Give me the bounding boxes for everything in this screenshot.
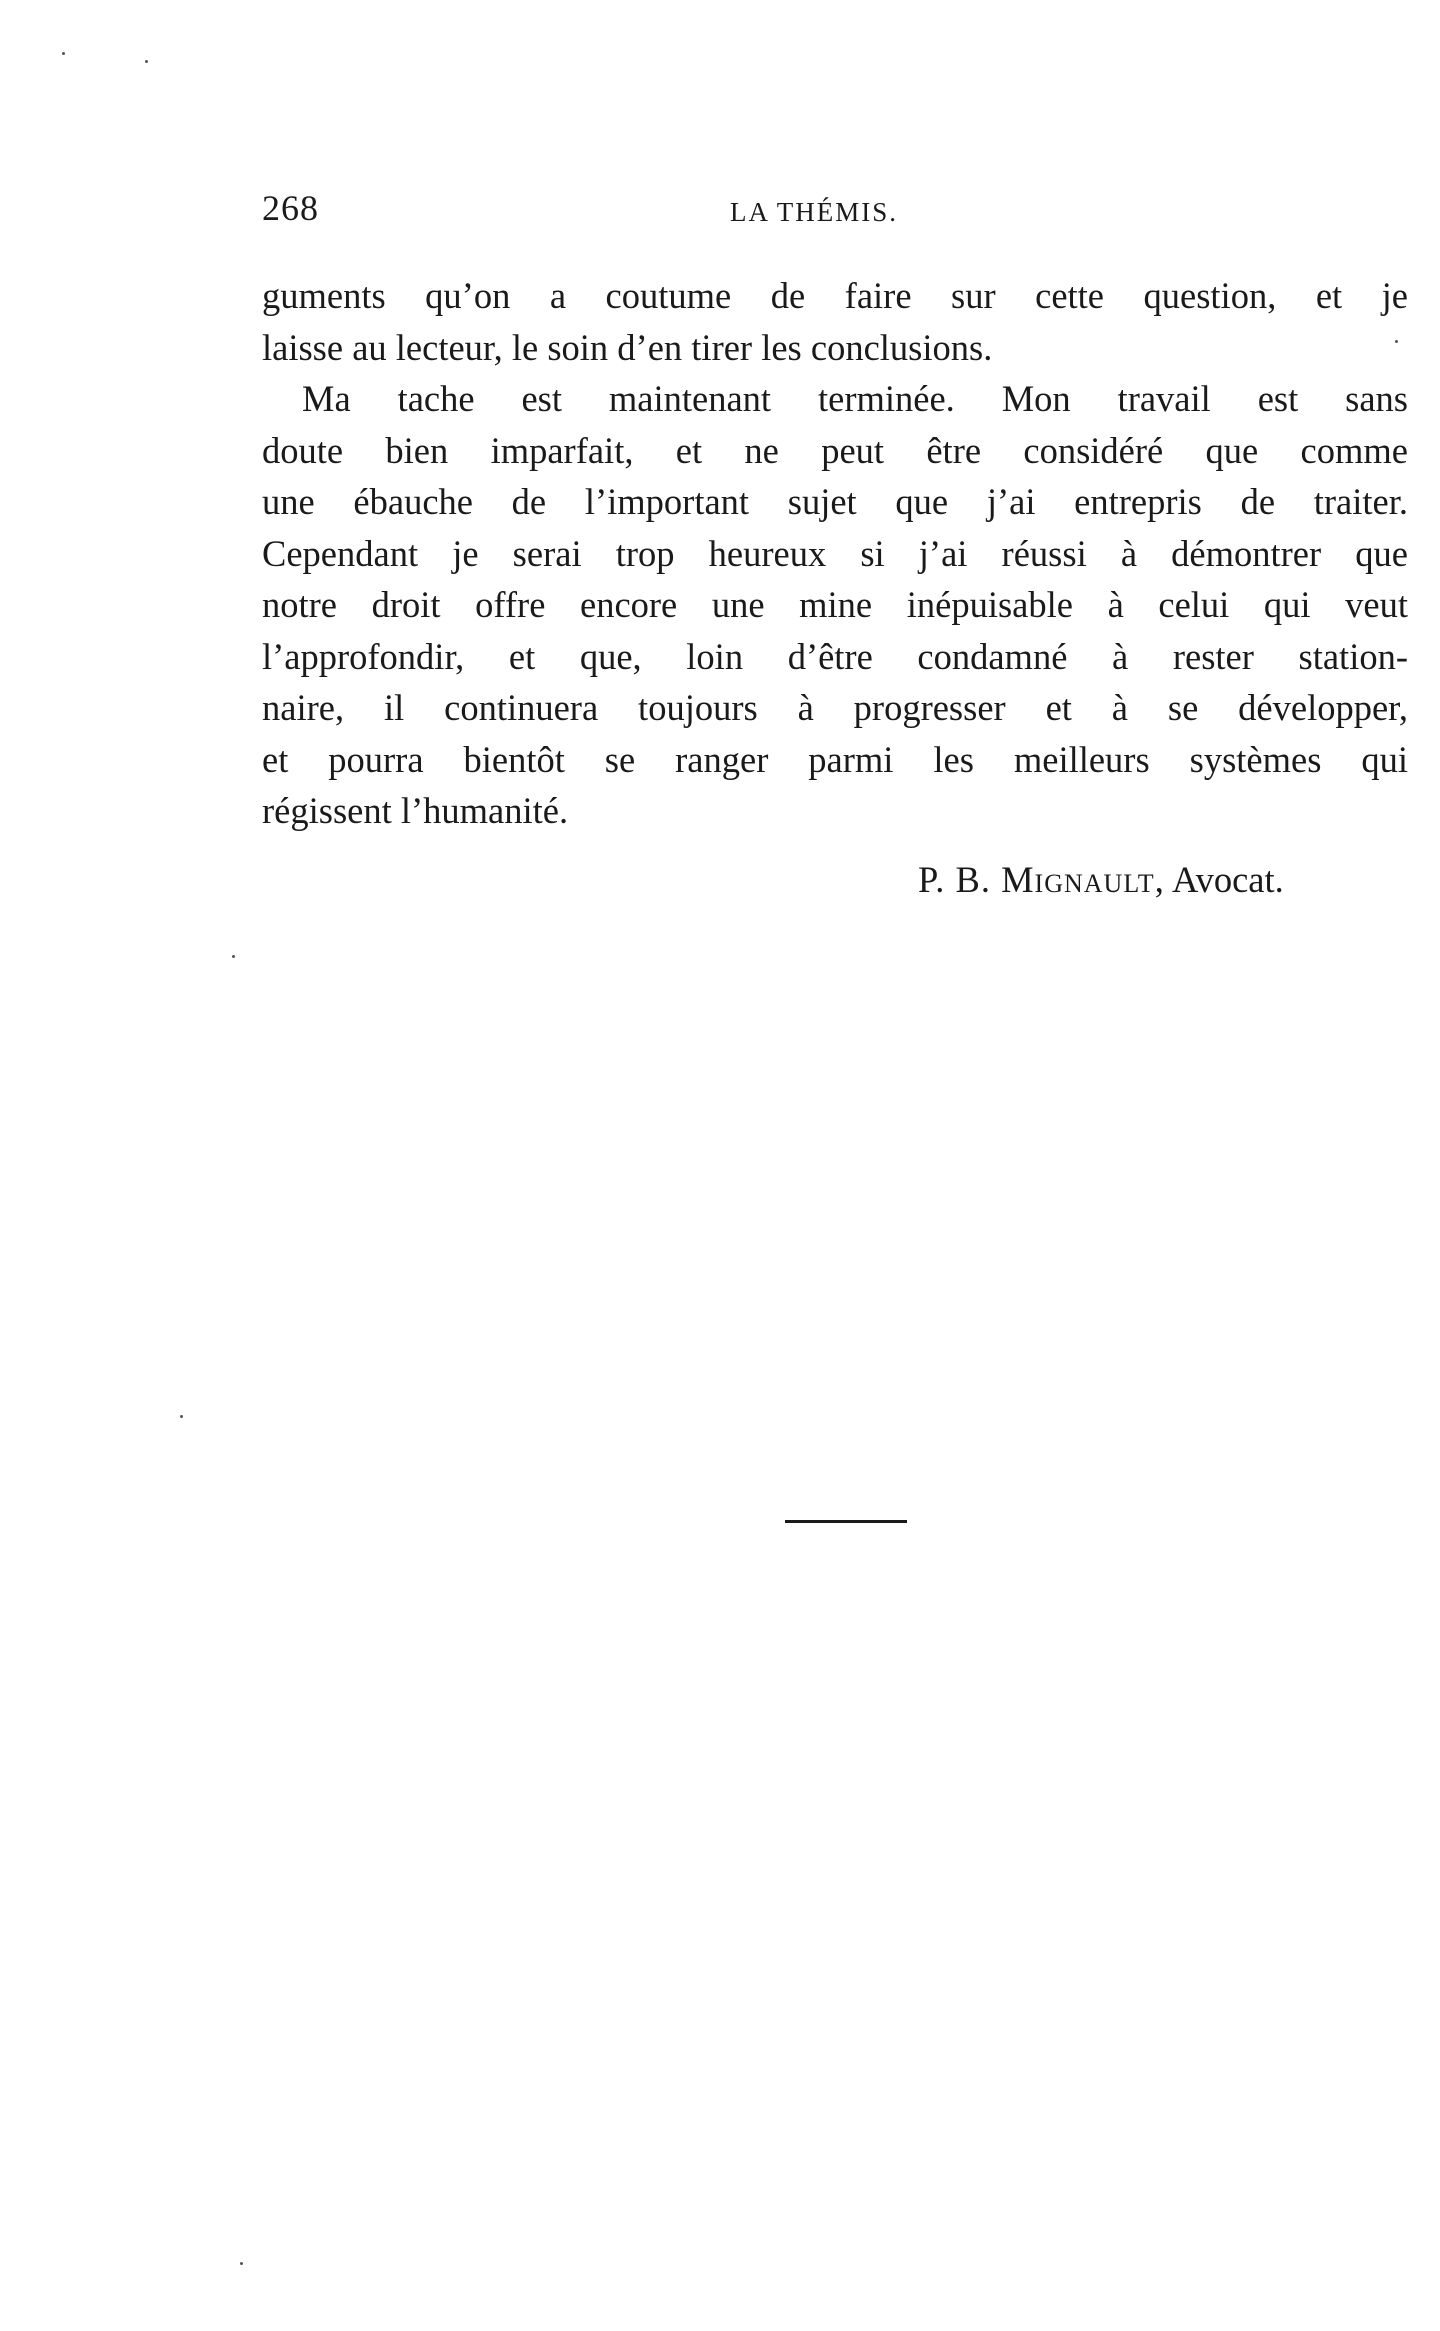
text-line: Cependant je serai trop heureux si j’ai réussi à démontrer que [262, 532, 1408, 574]
paper-speck [240, 2262, 243, 2265]
text-line: régissent l’humanité. [262, 790, 569, 831]
author-signature [918, 860, 1284, 900]
running-title: LA THÉMIS. [730, 197, 899, 227]
end-rule-divider [785, 1520, 907, 1523]
text-line: l’approfondir, et que, loin d’être condamné à rester station- [262, 635, 1408, 677]
text-line: doute bien imparfait, et ne peut être considéré que comme [262, 429, 1408, 471]
author-name: P. B. Mignault, [918, 859, 1165, 900]
text-line: guments qu’on a coutume de faire sur cette question, et je [262, 275, 1408, 316]
paper-speck [62, 52, 65, 55]
author-title: Avocat. [1171, 859, 1284, 900]
paper-speck [1395, 340, 1398, 343]
text-line: une ébauche de l’important sujet que j’ai entrepris de traiter. [262, 481, 1408, 522]
paper-speck [232, 955, 235, 958]
paper-speck [145, 60, 148, 63]
body-paragraph [262, 270, 1408, 837]
text-line: et pourra bientôt se ranger parmi les meilleurs systèmes qui [262, 738, 1408, 780]
text-line: naire, il continuera toujours à progresser et à se développer, [262, 687, 1408, 728]
paper-speck [180, 1415, 183, 1418]
text-line: Ma tache est maintenant terminée. Mon travail est sans [302, 378, 1408, 419]
text-line: notre droit offre encore une mine inépuisable à celui qui veut [262, 584, 1408, 625]
text-line: laisse au lecteur, le soin d’en tirer les conclusions. [262, 326, 993, 368]
page-number: 268 [262, 188, 319, 228]
